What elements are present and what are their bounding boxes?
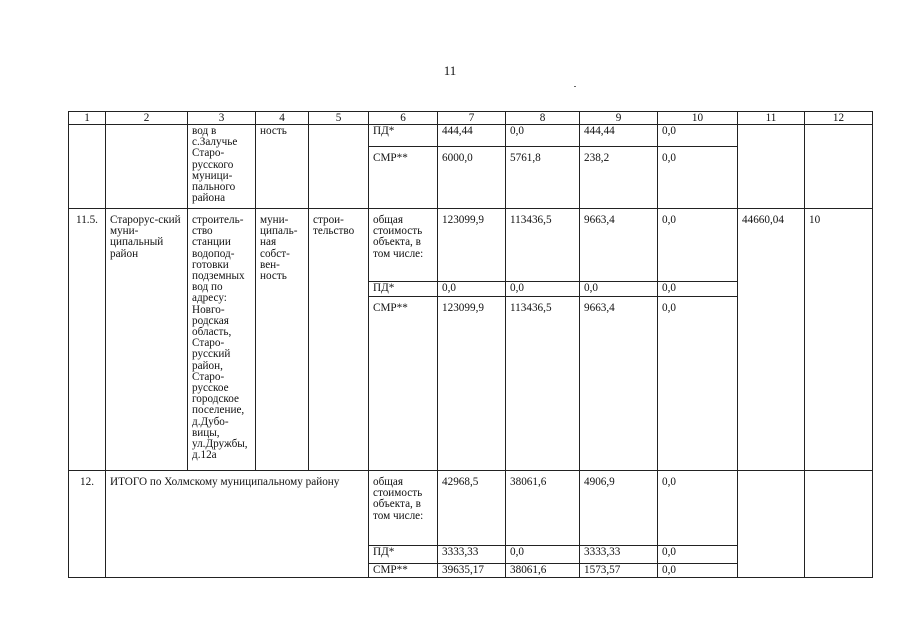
cell-value: 42968,5 xyxy=(438,471,506,546)
col-header: 9 xyxy=(580,112,658,125)
cell-num xyxy=(69,125,106,209)
cell-value: 0,0 xyxy=(438,282,506,297)
col-header: 4 xyxy=(256,112,309,125)
cell-label: ПД* xyxy=(369,546,438,564)
col-header: 2 xyxy=(106,112,188,125)
cell-value: 3333,33 xyxy=(438,546,506,564)
cell-value: 0,0 xyxy=(658,125,738,147)
cell-value: 1573,57 xyxy=(580,564,658,578)
cell-value: 0,0 xyxy=(658,297,738,471)
cell-value xyxy=(805,471,873,578)
cell-value: 444,44 xyxy=(580,125,658,147)
cell-value: 38061,6 xyxy=(506,471,580,546)
col-header: 5 xyxy=(309,112,369,125)
cell-value: 6000,0 xyxy=(438,147,506,209)
cell-value: 444,44 xyxy=(438,125,506,147)
cell-value xyxy=(738,471,805,578)
cell-value: 9663,4 xyxy=(580,297,658,471)
cell-value: 0,0 xyxy=(506,282,580,297)
cell-value: 0,0 xyxy=(658,209,738,282)
cell-name: Старорус-ский муни-ципальный район xyxy=(106,209,188,471)
cell-label: СМР** xyxy=(369,147,438,209)
cell-value: 0,0 xyxy=(658,546,738,564)
cell-ownership: ность xyxy=(256,125,309,209)
cell-value: 123099,9 xyxy=(438,209,506,282)
cell-value: 123099,9 xyxy=(438,297,506,471)
cell-label: СМР** xyxy=(369,297,438,471)
col-header: 7 xyxy=(438,112,506,125)
cell-label: ПД* xyxy=(369,125,438,147)
cell-label: СМР** xyxy=(369,564,438,578)
cell-object: строитель-ство станции водопод-готовки подземных вод по адресу: Новго-родская область, Старо-русский район, Старо-русское городское поселение, д.Дубо-вицы, ул.Дружбы, д.12а xyxy=(188,209,256,471)
cell-value: 238,2 xyxy=(580,147,658,209)
page-number: 11 xyxy=(443,63,457,78)
cell-label: общая стоимость объекта, в том числе: xyxy=(369,471,438,546)
cell-num: 12. xyxy=(69,471,106,578)
cell-value: 44660,04 xyxy=(738,209,805,471)
cell-value: 9663,4 xyxy=(580,209,658,282)
cell-total-name: ИТОГО по Холмскому муниципальному району xyxy=(106,471,369,578)
cell-value: 113436,5 xyxy=(506,209,580,282)
cell-value: 0,0 xyxy=(506,546,580,564)
col-header: 6 xyxy=(369,112,438,125)
table-row xyxy=(69,209,873,282)
cell-value: 0,0 xyxy=(658,147,738,209)
col-header: 3 xyxy=(188,112,256,125)
cell-value: 5761,8 xyxy=(506,147,580,209)
col-header: 10 xyxy=(658,112,738,125)
cell-name xyxy=(106,125,188,209)
cell-value: 10 xyxy=(805,209,873,471)
table-row xyxy=(69,471,873,546)
investment-table xyxy=(68,111,873,578)
cell-value: 38061,6 xyxy=(506,564,580,578)
cell-value: 0,0 xyxy=(506,125,580,147)
cell-value xyxy=(805,125,873,209)
col-header: 8 xyxy=(506,112,580,125)
cell-value: 39635,17 xyxy=(438,564,506,578)
cell-value: 0,0 xyxy=(658,564,738,578)
cell-value: 0,0 xyxy=(658,282,738,297)
cell-value: 0,0 xyxy=(658,471,738,546)
cell-value: 4906,9 xyxy=(580,471,658,546)
cell-label: ПД* xyxy=(369,282,438,297)
scan-speck xyxy=(574,86,576,87)
col-header: 12 xyxy=(805,112,873,125)
cell-work-type: строи-тельство xyxy=(309,209,369,471)
cell-label: общая стоимость объекта, в том числе: xyxy=(369,209,438,282)
col-header: 1 xyxy=(69,112,106,125)
cell-value: 113436,5 xyxy=(506,297,580,471)
table-row xyxy=(69,125,873,147)
cell-value xyxy=(738,125,805,209)
header-row xyxy=(69,112,873,125)
cell-object: вод в с.Залучье Старо-русского муници-пального района xyxy=(188,125,256,209)
cell-value: 0,0 xyxy=(580,282,658,297)
cell-value: 3333,33 xyxy=(580,546,658,564)
cell-num: 11.5. xyxy=(69,209,106,471)
col-header: 11 xyxy=(738,112,805,125)
cell-work-type xyxy=(309,125,369,209)
cell-ownership: муни-ципаль-ная собст-вен-ность xyxy=(256,209,309,471)
